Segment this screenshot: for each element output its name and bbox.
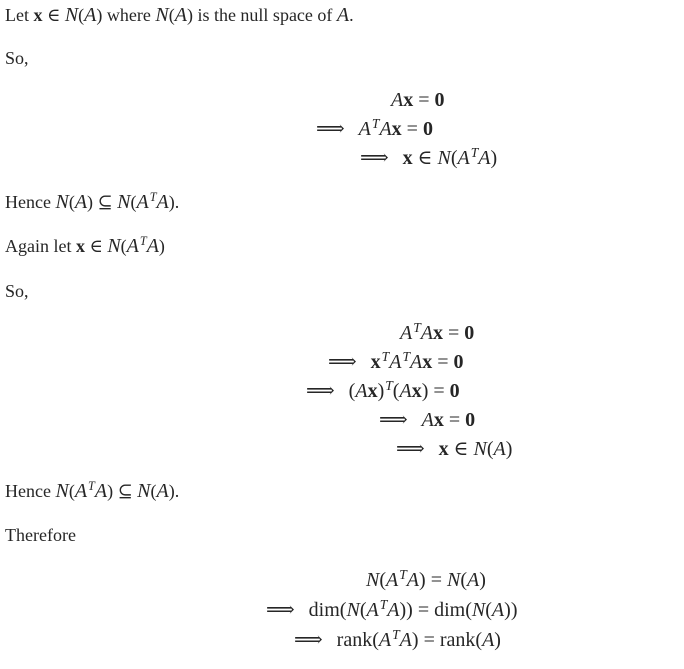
again-let-statement: Again let x ∈ $N(A^TA)$ bbox=[5, 234, 165, 257]
implies-arrow: ⟹ bbox=[266, 599, 294, 621]
math-null-space-N: N bbox=[64, 4, 79, 26]
so-label-1: So, bbox=[5, 48, 29, 68]
eq3-dims-equal: ⟹ $dim(N(A^TA)) = dim(N(A))$ bbox=[266, 596, 518, 621]
hence-statement-1: Hence N(A) ⊆ $N(A^TA)$. bbox=[5, 190, 180, 213]
eq-ax-zero: Ax = 0 bbox=[391, 89, 445, 111]
eq3-null-spaces-equal: $N(A^TA) = N(A)$ bbox=[366, 566, 486, 591]
therefore-label: Therefore bbox=[5, 525, 76, 545]
eq-x-in-natA: ⟹ x ∈ $N(A^TA)$ bbox=[360, 144, 498, 169]
eq3-ranks-equal: ⟹ $rank(A^TA)$ = rank(A) bbox=[294, 626, 501, 651]
intro-statement: Let x ∈ N(A) where N(A) is the null space of A. bbox=[5, 4, 354, 26]
implies-arrow: ⟹ bbox=[294, 629, 322, 651]
word-let: Let bbox=[5, 5, 29, 25]
so-label-2: So, bbox=[5, 281, 29, 301]
eq2-atax-zero: $A^TAx = 0$ bbox=[400, 319, 475, 344]
eq2-x-in-na: ⟹ x ∈ N(A) bbox=[396, 438, 513, 460]
eq2-axt-ax-zero: ⟹ $(Ax)^T(Ax) = 0$ bbox=[306, 377, 460, 402]
implies-arrow: ⟹ bbox=[316, 118, 344, 140]
implies-arrow: ⟹ bbox=[306, 380, 334, 402]
eq2-xtatax-zero: ⟹ $x^TA^TAx = 0$ bbox=[328, 348, 464, 373]
hence-statement-2: Hence $N(A^TA)$ ⊆ N(A). bbox=[5, 479, 180, 502]
phrase-null-space: is the null space of bbox=[197, 5, 333, 25]
implies-arrow: ⟹ bbox=[360, 147, 388, 169]
implies-arrow: ⟹ bbox=[328, 351, 356, 373]
word-where: where bbox=[106, 5, 151, 25]
implies-arrow: ⟹ bbox=[396, 438, 424, 460]
implies-arrow: ⟹ bbox=[379, 409, 407, 431]
math-element-of: ∈ bbox=[47, 5, 61, 25]
eq2-ax-zero: ⟹ Ax = 0 bbox=[379, 409, 476, 431]
math-vector-x: x bbox=[33, 5, 43, 25]
eq-atax-zero: ⟹ $A^TAx = 0$ bbox=[316, 115, 433, 140]
